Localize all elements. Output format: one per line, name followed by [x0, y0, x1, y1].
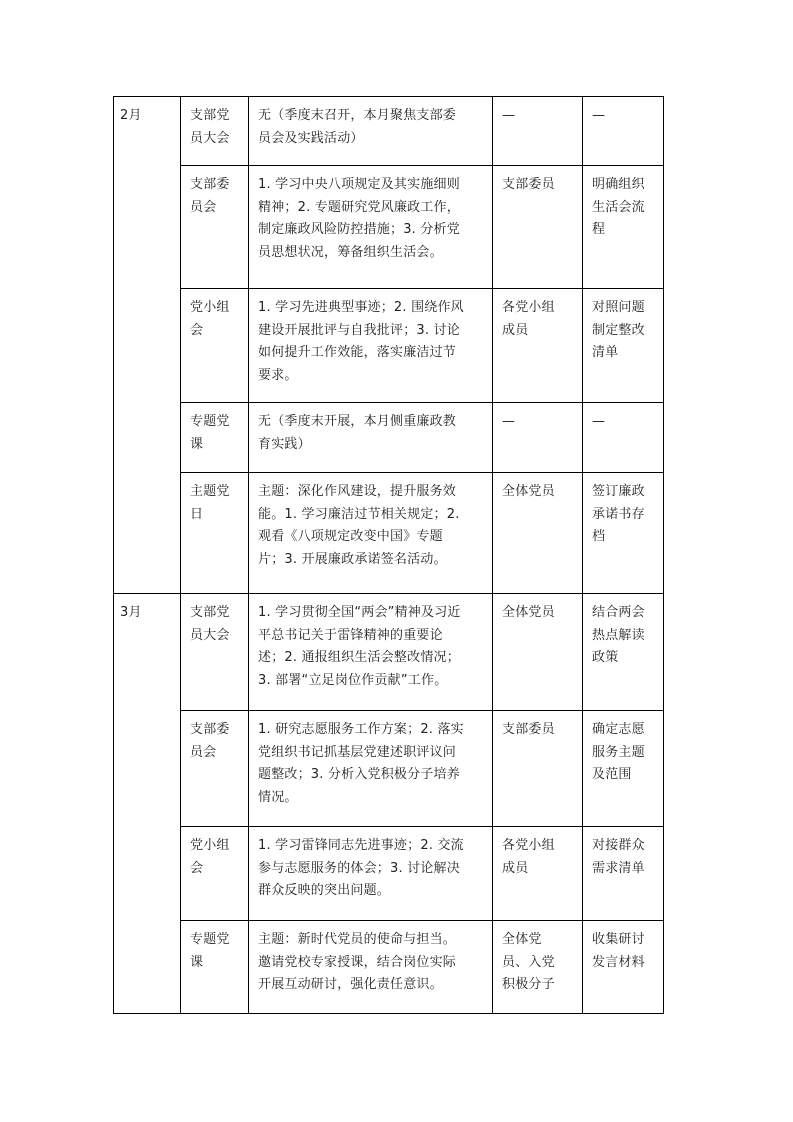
meeting-type-cell: 专题党 课	[181, 921, 249, 1014]
remark-cell: —	[583, 97, 664, 166]
participants-cell: —	[493, 97, 583, 166]
table-row	[114, 827, 664, 921]
participants-cell: 支部委员	[493, 166, 583, 289]
table-row	[114, 711, 664, 827]
remark-cell: 结合两会 热点解读 政策	[583, 594, 664, 711]
content-cell: 1. 学习先进典型事迹；2. 围绕作风 建设开展批评与自我批评；3. 讨论 如何提升工作效能，落实廉洁过节 要求。	[249, 289, 493, 403]
remark-cell: 收集研讨 发言材料	[583, 921, 664, 1014]
meeting-type-cell: 支部党 员大会	[181, 594, 249, 711]
table-row	[114, 594, 664, 711]
meeting-type-cell: 党小组 会	[181, 289, 249, 403]
participants-cell: 各党小组 成员	[493, 289, 583, 403]
table-body	[114, 97, 664, 1014]
content-cell: 1. 学习中央八项规定及其实施细则 精神；2. 专题研究党风廉政工作， 制定廉政风险防控措施；3. 分析党 员思想状况，筹备组织生活会。	[249, 166, 493, 289]
remark-cell: 明确组织 生活会流 程	[583, 166, 664, 289]
content-cell: 1. 学习雷锋同志先进事迹；2. 交流 参与志愿服务的体会；3. 讨论解决 群众反映的突出问题。	[249, 827, 493, 921]
remark-cell: —	[583, 403, 664, 473]
month-cell: 3月	[114, 594, 181, 1014]
table-row	[114, 97, 664, 166]
content-cell: 无（季度末召开，本月聚焦支部委 员会及实践活动）	[249, 97, 493, 166]
table-row	[114, 289, 664, 403]
participants-cell: 支部委员	[493, 711, 583, 827]
remark-cell: 签订廉政 承诺书存 档	[583, 473, 664, 594]
content-cell: 1. 研究志愿服务工作方案；2. 落实 党组织书记抓基层党建述职评议问 题整改；3. 分析入党积极分子培养 情况。	[249, 711, 493, 827]
content-cell: 无（季度末开展，本月侧重廉政教 育实践）	[249, 403, 493, 473]
participants-cell: 全体党员	[493, 594, 583, 711]
meeting-type-cell: 支部党 员大会	[181, 97, 249, 166]
participants-cell: 各党小组 成员	[493, 827, 583, 921]
meeting-type-cell: 支部委 员会	[181, 166, 249, 289]
remark-cell: 确定志愿 服务主题 及范围	[583, 711, 664, 827]
participants-cell: 全体党 员、入党 积极分子	[493, 921, 583, 1014]
table-row	[114, 473, 664, 594]
participants-cell: —	[493, 403, 583, 473]
meeting-type-cell: 党小组 会	[181, 827, 249, 921]
content-cell: 主题：新时代党员的使命与担当。 邀请党校专家授课，结合岗位实际 开展互动研讨，强化责任意识。	[249, 921, 493, 1014]
participants-cell: 全体党员	[493, 473, 583, 594]
remark-cell: 对接群众 需求清单	[583, 827, 664, 921]
table-row	[114, 403, 664, 473]
meeting-type-cell: 支部委 员会	[181, 711, 249, 827]
content-cell: 1. 学习贯彻全国“两会”精神及习近 平总书记关于雷锋精神的重要论 述；2. 通报组织生活会整改情况； 3. 部署“立足岗位作贡献”工作。	[249, 594, 493, 711]
meeting-type-cell: 专题党 课	[181, 403, 249, 473]
content-cell: 主题：深化作风建设，提升服务效 能。1. 学习廉洁过节相关规定；2. 观看《八项规定改变中国》专题 片；3. 开展廉政承诺签名活动。	[249, 473, 493, 594]
month-cell: 2月	[114, 97, 181, 594]
table-row	[114, 921, 664, 1014]
table-row	[114, 166, 664, 289]
remark-cell: 对照问题 制定整改 清单	[583, 289, 664, 403]
meeting-type-cell: 主题党 日	[181, 473, 249, 594]
activity-plan-table	[113, 96, 664, 1014]
